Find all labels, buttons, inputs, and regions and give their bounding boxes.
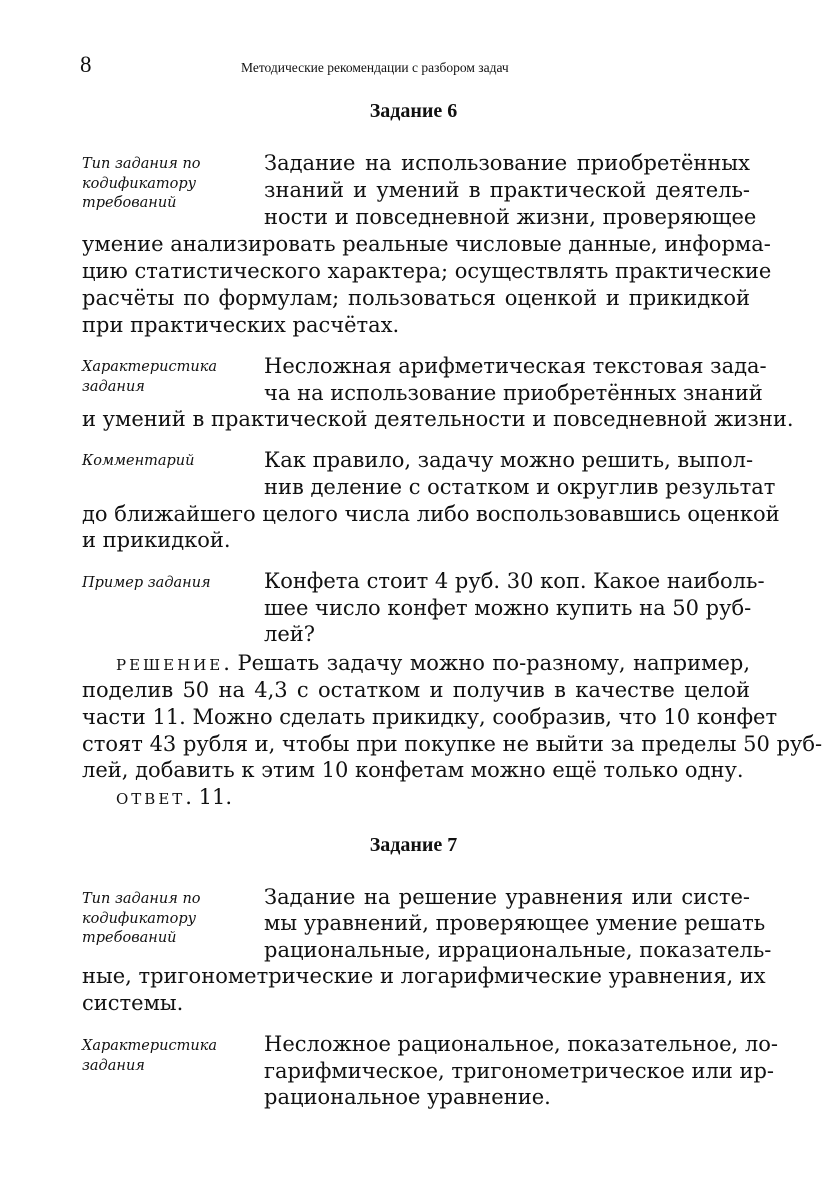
task-6-type-label: Тип задания по кодификатору требований	[82, 156, 201, 211]
task-6-solution-line: поделив 50 на 4,3 с остатком и получив в качестве целой	[82, 678, 750, 702]
task-6-comment-line: Как правило, задачу можно решить, выпол-	[264, 448, 754, 472]
task-6-solution-line: лей, добавить к этим 10 конфетам можно ещё только одну.	[82, 758, 744, 782]
answer-value: . 11.	[185, 785, 233, 809]
task-6-example-line: шее число конфет можно купить на 50 руб-	[264, 596, 752, 620]
answer-keyword: ОТВЕТ	[116, 790, 186, 808]
task-6-solution-line: стоят 43 рубля и, чтобы при покупке не выйти за пределы 50 руб-	[82, 732, 823, 756]
task-7-type-line: рациональные, иррациональные, показатель-	[264, 938, 772, 962]
page-number: 8	[80, 52, 92, 77]
task-6-characteristic-line: Несложная арифметическая текстовая зада-	[264, 354, 767, 378]
task-7-type-line: ные, тригонометрические и логарифмические уравнения, их	[82, 964, 766, 988]
task-7-type-line: мы уравнений, проверяющее умение решать	[264, 911, 766, 935]
task-6-type-line: при практических расчётах.	[82, 313, 400, 337]
task-7-type-label: Тип задания по кодификатору требований	[82, 891, 201, 946]
task-7-characteristic-line: Несложное рациональное, показательное, ло-	[264, 1032, 778, 1056]
task-7-title: Задание 7	[369, 834, 458, 856]
task-6-comment-line: и прикидкой.	[82, 528, 231, 552]
task-6-comment-line: до ближайшего целого числа либо воспользовавшись оценкой	[82, 502, 780, 526]
task-6-title: Задание 6	[369, 100, 458, 122]
running-title: Методические рекомендации с разбором задач	[241, 60, 509, 75]
task-7-characteristic-line: рациональное уравнение.	[264, 1085, 551, 1109]
task-6-type-line: умение анализировать реальные числовые данные, информа-	[82, 232, 771, 256]
task-6-comment-line: нив деление с остатком и округлив результат	[264, 475, 776, 499]
task-6-characteristic-line: и умений в практической деятельности и повседневной жизни.	[82, 407, 794, 431]
task-6-example-label: Пример задания	[82, 575, 211, 591]
solution-keyword: РЕШЕНИЕ	[116, 656, 224, 674]
task-6-example-line: Конфета стоит 4 руб. 30 коп. Какое наиболь-	[264, 569, 765, 593]
task-6-comment-label: Комментарий	[82, 453, 195, 469]
task-6-answer	[116, 784, 232, 811]
task-6-characteristic-line: ча на использование приобретённых знаний	[264, 381, 763, 405]
task-6-solution-line: части 11. Можно сделать прикидку, сообразив, что 10 конфет	[82, 705, 778, 729]
task-6-type-line: цию статистического характера; осуществлять практические	[82, 259, 772, 283]
task-6-type-line: расчёты по формулам; пользоваться оценкой и прикидкой	[82, 286, 750, 310]
task-6-solution-first-line: РЕШЕНИЕ. Решать задачу можно по-разному, например,	[116, 651, 750, 675]
task-6-type-line: знаний и умений в практической деятель-	[264, 178, 750, 202]
task-6-example-line: лей?	[264, 622, 316, 646]
task-6-type-line: Задание на использование приобретённых	[264, 151, 750, 175]
task-7-type-line: системы.	[82, 991, 184, 1015]
task-6-type-line: ности и повседневной жизни, проверяющее	[264, 205, 757, 229]
task-7-characteristic-line: гарифмическое, тригонометрическое или ир-	[264, 1059, 774, 1083]
task-7-type-line: Задание на решение уравнения или систе-	[264, 885, 750, 909]
task-6-characteristic-label: Характеристика задания	[82, 359, 218, 395]
task-7-characteristic-label: Характеристика задания	[82, 1038, 218, 1074]
